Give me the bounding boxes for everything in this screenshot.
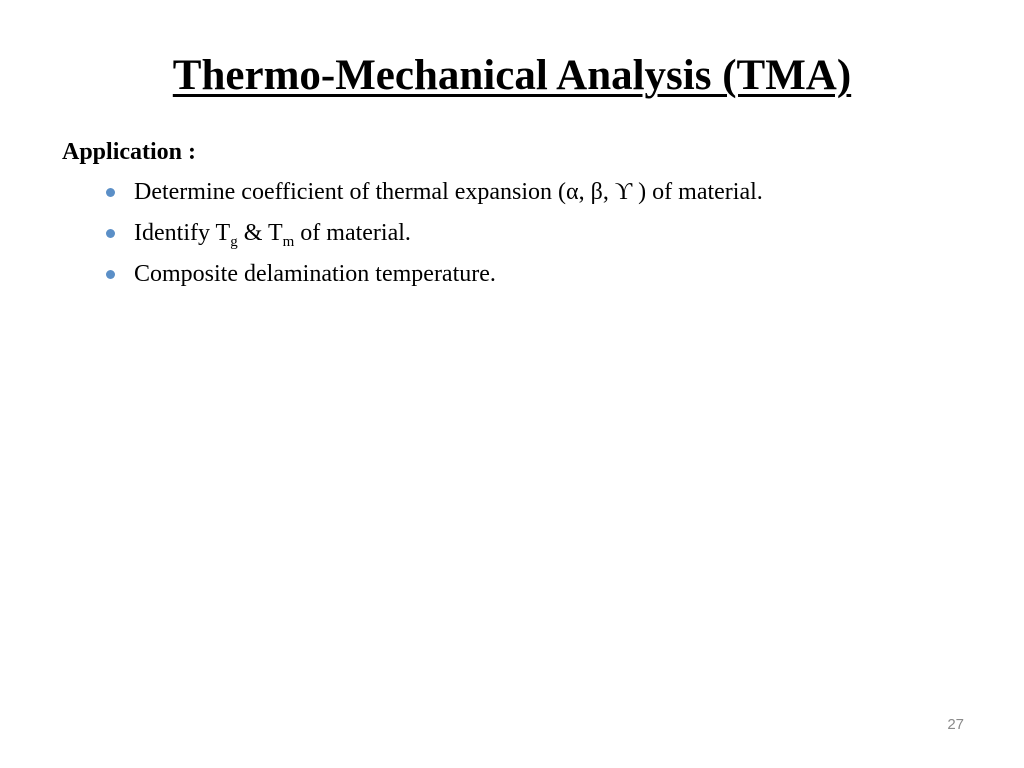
section-label-application: Application : bbox=[62, 139, 197, 165]
subscript-g: g bbox=[230, 234, 238, 250]
bullet-text: Determine coefficient of thermal expansion (α, β, ϒ ) of material. bbox=[134, 179, 763, 205]
bullet-dot-icon bbox=[106, 188, 115, 197]
bullet-text-prefix: Identify T bbox=[134, 220, 231, 246]
bullet-text-middle: & T bbox=[237, 220, 283, 246]
slide-title bbox=[0, 48, 1024, 104]
bullet-list bbox=[104, 176, 763, 299]
bullet-item-identify-tg-tm bbox=[104, 217, 763, 258]
bullet-item-delamination bbox=[104, 258, 763, 299]
subscript-m: m bbox=[282, 234, 295, 250]
bullet-item-thermal-expansion bbox=[104, 176, 763, 217]
bullet-dot-icon bbox=[106, 229, 115, 238]
bullet-text-suffix: of material. bbox=[294, 220, 411, 246]
bullet-dot-icon bbox=[106, 270, 115, 279]
slide-title-text: Thermo-Mechanical Analysis (TMA) bbox=[172, 52, 852, 99]
bullet-text: Composite delamination temperature. bbox=[134, 261, 496, 287]
page-number: 27 bbox=[947, 716, 964, 733]
